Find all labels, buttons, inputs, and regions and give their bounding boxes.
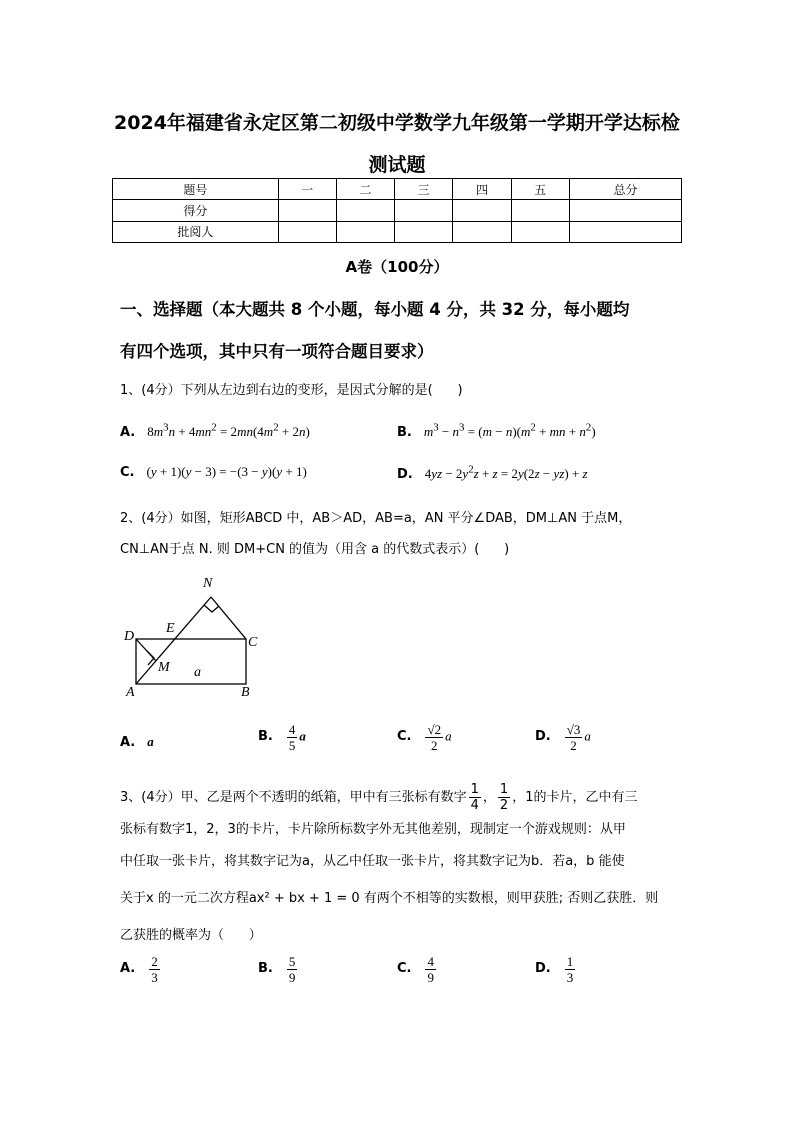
label-b: B	[241, 685, 250, 700]
score-table	[112, 178, 682, 243]
q2-option-b	[258, 722, 306, 753]
score-cell	[511, 221, 569, 242]
label-n: N	[203, 576, 213, 591]
fraction-one-half	[498, 782, 510, 813]
score-cell: 总分	[569, 179, 681, 200]
score-cell: 批阅人	[113, 221, 279, 242]
score-cell	[336, 200, 394, 221]
score-cell: 题号	[113, 179, 279, 200]
option-label: A.	[120, 735, 136, 750]
fraction-denominator: 4	[470, 798, 479, 813]
option-label: C.	[120, 465, 135, 480]
fraction-numerator: 4	[288, 722, 296, 737]
fraction-numerator: 1	[499, 782, 509, 797]
label-a: A	[126, 685, 135, 700]
score-cell	[569, 200, 681, 221]
exam-title-line1: 2024年福建省永定区第二初级中学数学九年级第一学期开学达标检	[114, 112, 680, 134]
fraction	[425, 954, 436, 985]
q3-line5: 乙获胜的概率为（ ）	[120, 928, 262, 943]
q2-option-c	[397, 722, 452, 753]
section-heading-line2: 有四个选项，其中只有一项符合题目要求）	[120, 342, 434, 361]
score-table-row	[113, 221, 682, 242]
option-variable: a	[299, 728, 306, 744]
score-cell	[278, 200, 336, 221]
fraction-denominator: 2	[499, 798, 509, 813]
fraction-denominator: 3	[151, 970, 158, 985]
q2-stem-line2: CN⊥AN于点 N. 则 DM+CN 的值为（用含 a 的代数式表示）( )	[120, 542, 510, 557]
volume-heading: A卷（100分）	[345, 258, 449, 276]
score-cell: 三	[395, 179, 453, 200]
fraction	[565, 722, 583, 753]
option-label: A.	[120, 425, 136, 441]
q3-line1: 3、(4分）甲、乙是两个不透明的纸箱，甲中有三张标有数字 $\frac{1}{4}$ ， $\frac{1}{2}$ ，1的卡片，乙中有三	[120, 782, 638, 813]
q3-option-c	[397, 954, 438, 985]
label-a-side: a	[194, 665, 201, 680]
option-label: B.	[258, 729, 273, 745]
fraction-numerator: 2	[151, 954, 158, 969]
score-cell	[336, 221, 394, 242]
q1-option-a	[120, 422, 310, 440]
score-table-row	[113, 200, 682, 221]
right-angle-mark-n	[204, 605, 219, 612]
math-expression: $4yz - 2y^2z + z = 2y(2z - yz) + z$	[424, 464, 588, 482]
option-label: D.	[535, 729, 551, 745]
fraction-denominator: 9	[288, 970, 296, 985]
option-value: a	[147, 734, 154, 749]
q1-option-d	[397, 464, 588, 482]
rectangle-abcd	[136, 639, 246, 684]
option-label: B.	[397, 425, 412, 441]
label-d: D	[124, 629, 135, 644]
score-cell	[511, 200, 569, 221]
option-label: C.	[397, 961, 412, 977]
fraction	[425, 722, 443, 753]
fraction-numerator: 1	[566, 954, 574, 969]
fraction-denominator: 9	[427, 970, 434, 985]
fraction-one-quarter	[469, 782, 481, 813]
label-e: E	[166, 621, 175, 636]
q3-line1-text: 3、(4分）甲、乙是两个不透明的纸箱，甲中有三张标有数字	[120, 790, 467, 805]
fraction-denominator: 3	[566, 970, 574, 985]
option-label: D.	[535, 961, 551, 977]
fraction	[565, 954, 576, 985]
q3-line1-tail: ，1的卡片，乙中有三	[512, 790, 638, 805]
fraction-denominator: 2	[570, 738, 577, 753]
q2-option-d	[535, 722, 591, 753]
score-cell	[569, 221, 681, 242]
q1-option-c	[120, 464, 307, 480]
label-c: C	[248, 635, 258, 650]
score-cell	[395, 200, 453, 221]
score-cell	[453, 200, 511, 221]
math-expression: (y + 1)(y − 3) = −(3 − y)(y + 1)	[146, 464, 307, 479]
line-nc	[211, 597, 246, 639]
score-cell	[453, 221, 511, 242]
fraction-numerator: 4	[427, 954, 434, 969]
math-expression: $8m^3n + 4mn^2 = 2mn(4m^2 + 2n)$	[147, 422, 310, 440]
section-heading-line1: 一、选择题（本大题共 8 个小题，每小题 4 分，共 32 分，每小题均	[120, 300, 630, 319]
fraction-numerator: 1	[470, 782, 479, 797]
fraction-numerator: 5	[288, 954, 296, 969]
score-cell: 一	[278, 179, 336, 200]
option-label: D.	[397, 467, 413, 483]
score-cell	[395, 221, 453, 242]
option-variable: a	[584, 728, 591, 744]
q1-stem: 1、(4分）下列从左边到右边的变形，是因式分解的是( )	[120, 383, 463, 398]
option-label: B.	[258, 961, 273, 977]
q2-stem-line1: 2、(4分）如图，矩形ABCD 中，AB＞AD，AB=a，AN 平分∠DAB，DM⊥AN 于点M，	[120, 511, 632, 526]
q3-line4: 关于x 的一元二次方程ax² + bx + 1 = 0 有两个不相等的实数根，则甲获胜; 否则乙获胜．则	[120, 891, 659, 906]
option-label: A.	[120, 961, 136, 977]
rectangle-figure	[118, 570, 268, 700]
q3-option-a	[120, 954, 162, 985]
option-variable: a	[445, 728, 452, 744]
fraction	[287, 722, 298, 753]
label-m: M	[158, 660, 170, 675]
q3-line2: 张标有数字1，2，3的卡片，卡片除所标数字外无其他差别，现制定一个游戏规则：从甲	[120, 822, 626, 837]
fraction-numerator: √3	[566, 722, 581, 737]
option-label: C.	[397, 729, 412, 745]
score-cell: 四	[453, 179, 511, 200]
score-table-header-row	[113, 179, 682, 200]
q2-option-a	[120, 734, 154, 750]
q3-option-d	[535, 954, 577, 985]
math-expression: $m^3 - n^3 = (m - n)(m^2$ + mn + $n^2$)	[423, 422, 596, 440]
q3-option-b	[258, 954, 299, 985]
score-cell: 得分	[113, 200, 279, 221]
fraction-denominator: 2	[431, 738, 438, 753]
exam-title-line2: 测试题	[368, 154, 426, 176]
score-cell: 五	[511, 179, 569, 200]
fraction	[287, 954, 298, 985]
fraction-denominator: 5	[288, 738, 296, 753]
fraction-numerator: √2	[427, 722, 442, 737]
score-cell: 二	[336, 179, 394, 200]
score-cell	[278, 221, 336, 242]
q3-line3: 中任取一张卡片，将其数字记为a，从乙中任取一张卡片，将其数字记为b．若a，b 能使	[120, 854, 625, 869]
fraction	[149, 954, 160, 985]
q1-option-b	[397, 422, 596, 440]
